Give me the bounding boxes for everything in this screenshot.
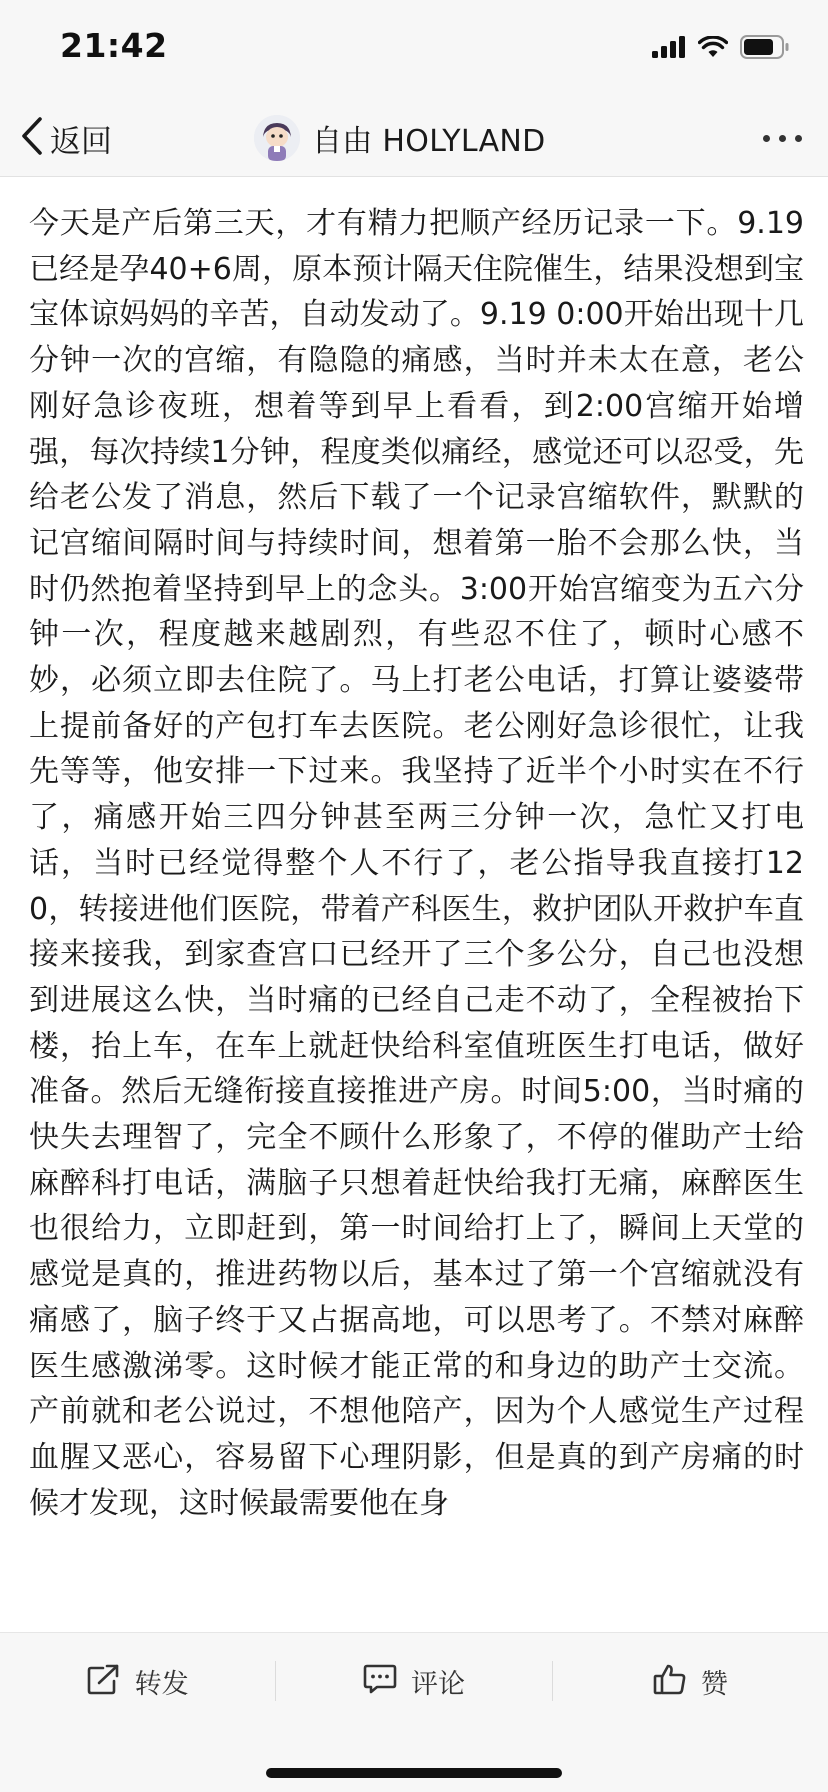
post-body-text: 今天是产后第三天，才有精力把顺产经历记录一下。9.19已经是孕40+6周，原本预计隔天住院催生，结果没想到宝宝体谅妈妈的辛苦，自动发动了。9.19 0:00开始出现十几分钟一次的宫缩，有隐隐的痛感，当时并未太在意，老公刚好急诊夜班，想着等到早上看看，到2:00宫缩开始增强，每次持续1分钟，程度类似痛经，感觉还可以忍受，先给老公发了消息，然后下载了一个记录宫缩软件，默默的记宫缩间隔时间与持续时间，想着第一胎不会那么快，当时仍然抱着坚持到早上的念头。3:00开始宫缩变为五六分钟一次，程度越来越剧烈，有些忍不住了，顿时心感不妙，必须立即去住院了。马上打老公电话，打算让婆婆带上提前备好的产包打车去医院。老公刚好急诊很忙，让我先等等，他安排一下过来。我坚持了近半个小时实在不行了，痛感开始三四分钟甚至两三分钟一次，急忙又打电话，当时已经觉得整个人不行了，老公指导我直接打120，转接进他们医院，带着产科医生，救护团队开救护车直接来接我，到家查宫口已经开了三个多公分，自己也没想到进展这么快，当时痛的已经自己走不动了，全程被抬下楼，抬上车，在车上就赶快给科室值班医生打电话，做好准备。然后无缝衔接直接推进产房。时间5:00，当时痛的快失去理智了，完全不顾什么形象了，不停的催助产士给麻醉科打电话，满脑子只想着赶快给我打无痛，麻醉医生也很给力，立即赶到，第一时间给打上了，瞬间上天堂的感觉是真的，推进药物以后，基本过了第一个宫缩就没有痛感了，脑子终于又占据高地，可以思考了。不禁对麻醉医生感激涕零。这时候才能正常的和身边的助产士交流。产前就和老公说过，不想他陪产，因为个人感觉生产过程血腥又恶心，容易留下心理阴影，但是真的到产房痛的时候才发现，这时候最需要他在身	[29, 206, 804, 1521]
bottom-safe-area	[0, 1728, 828, 1792]
more-dot	[763, 135, 770, 142]
cartoon-avatar-icon[interactable]	[254, 115, 300, 161]
comment-label: 评论	[410, 1668, 465, 1700]
comment-button[interactable]	[276, 1633, 551, 1729]
share-icon	[87, 1663, 121, 1699]
comment-icon	[363, 1663, 397, 1699]
more-dot	[795, 135, 802, 142]
more-icon[interactable]	[763, 122, 802, 154]
wifi-icon	[698, 36, 728, 62]
chevron-left-icon	[20, 116, 44, 160]
nav-title[interactable]	[254, 110, 546, 166]
back-label: 返回	[50, 123, 112, 160]
nav-bar	[0, 100, 828, 177]
home-indicator[interactable]	[266, 1768, 562, 1778]
thumbs-up-icon	[653, 1663, 687, 1699]
back-button[interactable]	[20, 110, 112, 166]
post-content[interactable]	[0, 177, 828, 1632]
account-name: 自由 HOLYLAND	[312, 124, 546, 159]
repost-label: 转发	[134, 1668, 189, 1700]
like-button[interactable]	[553, 1633, 828, 1729]
status-bar	[0, 0, 828, 100]
action-bar	[0, 1632, 828, 1729]
more-dot	[779, 135, 786, 142]
signal-icon	[652, 36, 686, 62]
like-label: 赞	[700, 1668, 728, 1700]
repost-button[interactable]	[0, 1633, 275, 1729]
battery-icon	[740, 35, 790, 63]
status-time: 21:42	[60, 26, 168, 65]
status-icons	[652, 36, 790, 62]
